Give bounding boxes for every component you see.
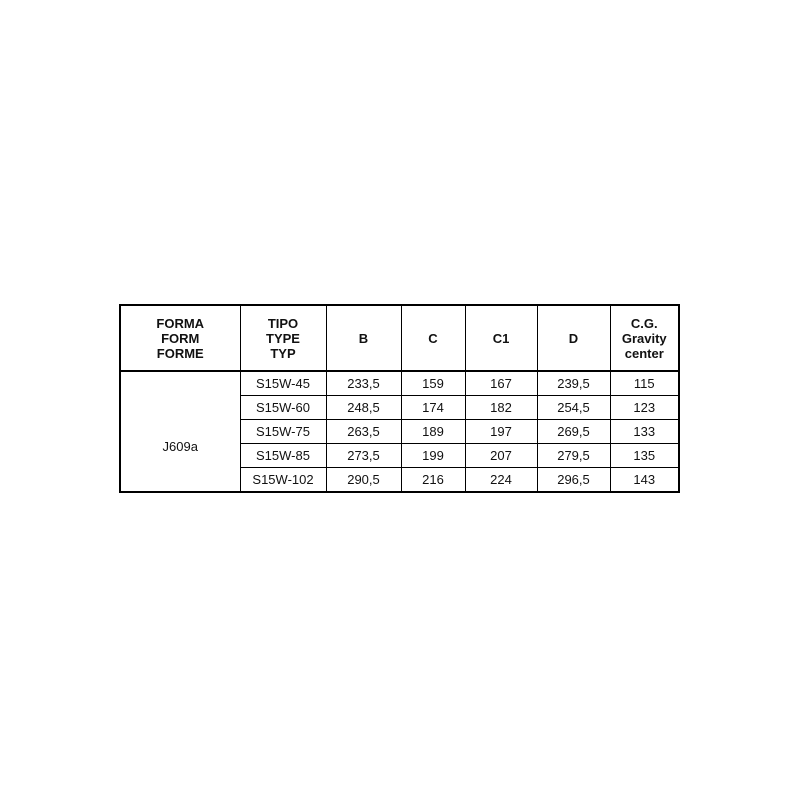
cell-b: 233,5 bbox=[326, 371, 401, 396]
cell-c: 199 bbox=[401, 444, 465, 468]
cell-tipo: S15W-75 bbox=[240, 420, 326, 444]
dimensions-table bbox=[119, 304, 680, 493]
header-cg-line-3: center bbox=[624, 345, 664, 361]
cell-c: 159 bbox=[401, 371, 465, 396]
cell-c1: 167 bbox=[465, 371, 537, 396]
header-b: B bbox=[326, 305, 401, 371]
cell-cg: 143 bbox=[610, 468, 679, 493]
cell-b: 273,5 bbox=[326, 444, 401, 468]
cell-cg: 115 bbox=[610, 371, 679, 396]
cell-b: 290,5 bbox=[326, 468, 401, 493]
cell-c: 216 bbox=[401, 468, 465, 493]
cell-tipo: S15W-60 bbox=[240, 396, 326, 420]
header-d: D bbox=[537, 305, 610, 371]
cell-d: 279,5 bbox=[537, 444, 610, 468]
table-header bbox=[120, 305, 679, 371]
header-forma-line-2: FORM bbox=[161, 330, 200, 346]
cell-c: 189 bbox=[401, 420, 465, 444]
cell-tipo: S15W-45 bbox=[240, 371, 326, 396]
table-row bbox=[120, 371, 679, 396]
cell-d: 239,5 bbox=[537, 371, 610, 396]
header-tipo-line-2: TYPE bbox=[266, 330, 300, 346]
header-forma-line-1: FORMA bbox=[156, 315, 205, 331]
header-c1: C1 bbox=[465, 305, 537, 371]
header-tipo bbox=[240, 305, 326, 371]
cell-cg: 123 bbox=[610, 396, 679, 420]
table-body bbox=[120, 371, 679, 492]
header-cg-line-2: Gravity bbox=[621, 330, 667, 346]
header-tipo-line-1: TIPO bbox=[267, 315, 299, 331]
cell-tipo: S15W-102 bbox=[240, 468, 326, 493]
cell-tipo: S15W-85 bbox=[240, 444, 326, 468]
header-tipo-line-3: TYP bbox=[270, 345, 296, 361]
header-row bbox=[120, 305, 679, 371]
cell-c1: 182 bbox=[465, 396, 537, 420]
cell-c: 174 bbox=[401, 396, 465, 420]
forma-cell bbox=[120, 371, 240, 492]
header-c: C bbox=[401, 305, 465, 371]
cell-cg: 133 bbox=[610, 420, 679, 444]
cell-b: 263,5 bbox=[326, 420, 401, 444]
cell-c1: 197 bbox=[465, 420, 537, 444]
cell-c1: 224 bbox=[465, 468, 537, 493]
cell-d: 269,5 bbox=[537, 420, 610, 444]
header-forma-line-3: FORME bbox=[156, 345, 204, 361]
cell-d: 296,5 bbox=[537, 468, 610, 493]
cell-cg: 135 bbox=[610, 444, 679, 468]
forma-value: J609a bbox=[162, 439, 198, 454]
header-cg-line-1: C.G. bbox=[630, 315, 658, 331]
cell-d: 254,5 bbox=[537, 396, 610, 420]
cell-c1: 207 bbox=[465, 444, 537, 468]
header-cg bbox=[610, 305, 679, 371]
header-forma bbox=[120, 305, 240, 371]
cell-b: 248,5 bbox=[326, 396, 401, 420]
